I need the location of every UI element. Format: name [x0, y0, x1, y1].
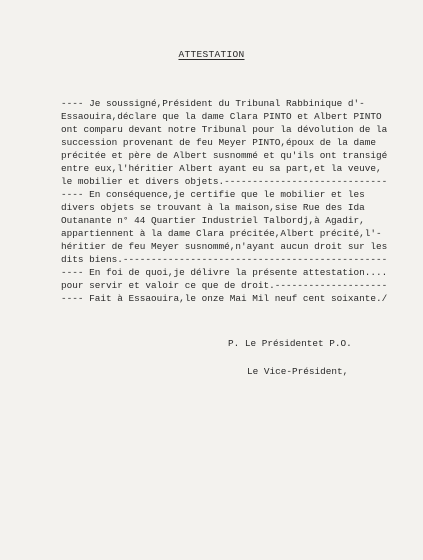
body-line: ---- En foi de quoi,je délivre la présente attestation.... [61, 267, 388, 278]
body-line: Essaouira,déclare que la dame Clara PINTO et Albert PINTO [61, 111, 382, 122]
body-line: ont comparu devant notre Tribunal pour la dévolution de la [61, 124, 388, 135]
body-line: succession provenant de feu Meyer PINTO,époux de la dame [61, 137, 377, 148]
body-line: précitée et père de Albert susnommé et qu'ils ont transigé [61, 150, 388, 161]
body-line: divers objets se trouvant à la maison,sise Rue des Ida [61, 202, 365, 213]
body-line: Outanante n° 44 Quartier Industriel Talbordj,à Agadir, [61, 215, 365, 226]
body-line: ---- En conséquence,je certifie que le mobilier et les [61, 189, 365, 200]
body-line: ---- Fait à Essaouira,le onze Mai Mil neuf cent soixante./ [61, 293, 388, 304]
document-title [0, 49, 423, 60]
body-line: le mobilier et divers objets.----------------------------- [61, 176, 388, 187]
body-line: appartiennent à la dame Clara précitée,Albert précité,l'- [61, 228, 382, 239]
body-line: héritier de feu Meyer susnommé,n'ayant aucun droit sur les [61, 241, 388, 252]
body-line: pour servir et valoir ce que de droit.-------------------- [61, 280, 388, 291]
body-line: entre eux,l'héritier Albert ayant eu sa part,et la veuve, [61, 163, 382, 174]
signature-title: P. Le Présidentet P.O. [228, 338, 352, 349]
signature-vice-president: Le Vice-Président, [247, 366, 349, 377]
body-line: dits biens.----------------------------------------------- [61, 254, 388, 265]
body-line: ---- Je soussigné,Président du Tribunal Rabbinique d'- [61, 98, 365, 109]
document-title-text: ATTESTATION [178, 49, 245, 60]
